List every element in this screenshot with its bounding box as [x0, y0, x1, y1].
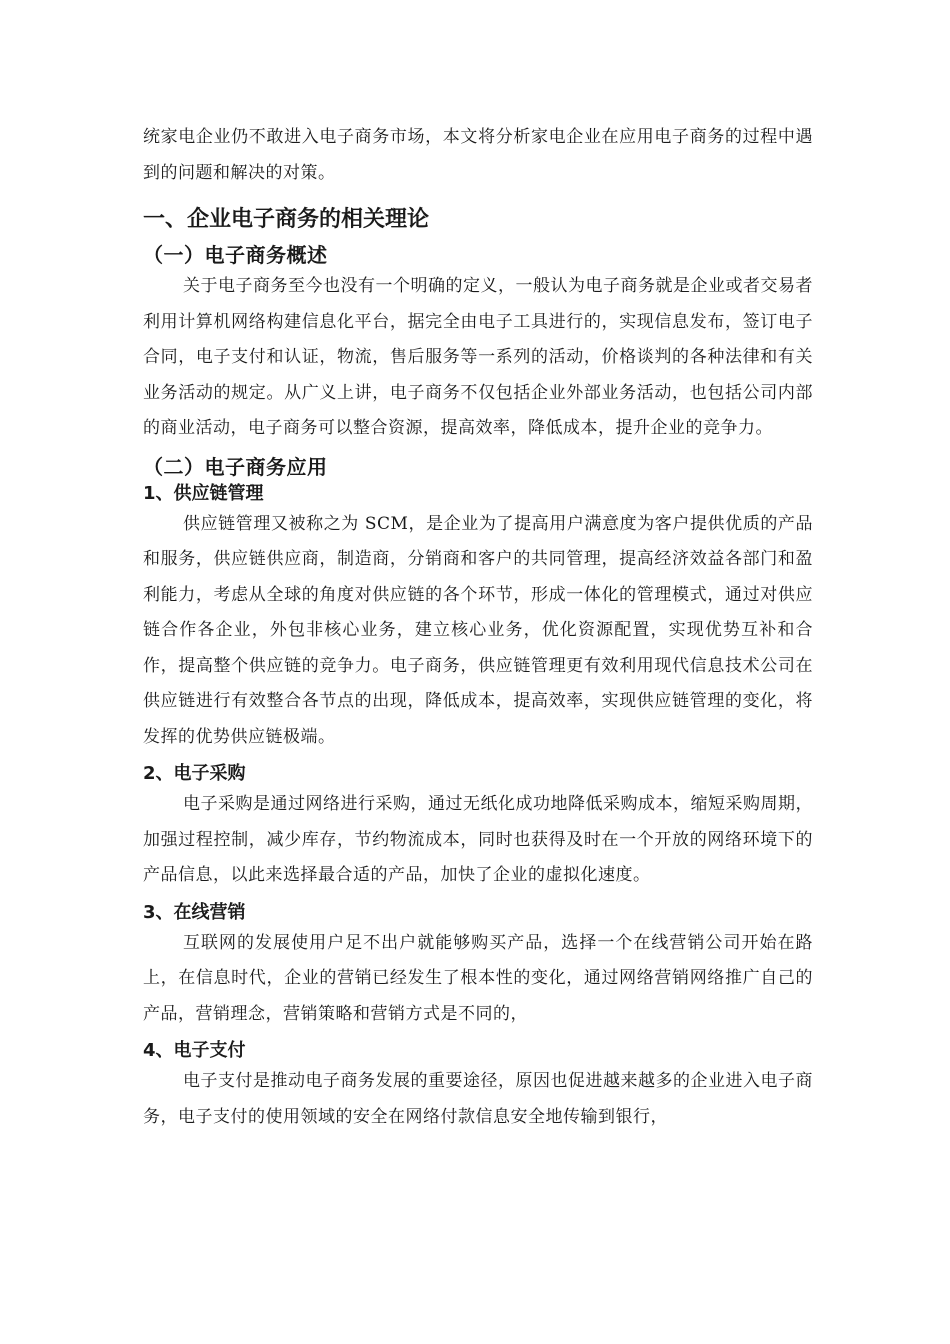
section-heading: 一、企业电子商务的相关理论 [143, 207, 430, 232]
intro-paragraph: 统家电企业仍不敢进入电子商务市场，本文将分析家电企业在应用电子商务的过程中遇到的问题和解决的对策。 [143, 127, 813, 183]
subsection-heading-applications: （二）电子商务应用 [143, 454, 328, 479]
document-page [143, 120, 813, 1135]
overview-paragraph: 关于电子商务至今也没有一个明确的定义，一般认为电子商务就是企业或者交易者利用计算机网络构建信息化平台，据完全由电子工具进行的，实现信息发布，签订电子合同，电子支付和认证，物流，售后服务等一系列的活动，价格谈判的各种法律和有关业务活动的规定。从广义上讲，电子商务不仅包括企业外部业务活动，也包括公司内部的商业活动，电子商务可以整合资源，提高效率，降低成本，提升企业的竞争力。 [143, 276, 813, 438]
scm-paragraph: 供应链管理又被称之为 SCM，是企业为了提高用户满意度为客户提供优质的产品和服务，供应链供应商，制造商，分销商和客户的共同管理，提高经济效益各部门和盈利能力，考虑从全球的角度对供应链的各个环节，形成一体化的管理模式，通过对供应链合作各企业，外包非核心业务，建立核心业务，优化资源配置，实现优势互补和合作，提高整个供应链的竞争力。电子商务，供应链管理更有效利用现代信息技术公司在供应链进行有效整合各节点的出现，降低成本，提高效率，实现供应链管理的变化，将发挥的优势供应链极端。 [143, 513, 813, 747]
payment-paragraph: 电子支付是推动电子商务发展的重要途径，原因也促进越来越多的企业进入电子商务，电子支付的使用领域的安全在网络付款信息安全地传输到银行， [143, 1071, 813, 1127]
item-heading-payment: 4、电子支付 [143, 1040, 246, 1061]
item-heading-marketing: 3、在线营销 [143, 901, 246, 923]
item-heading-scm: 1、供应链管理 [143, 482, 264, 504]
subsection-heading-overview: （一）电子商务概述 [143, 243, 328, 267]
item-heading-procurement: 2、电子采购 [143, 763, 246, 784]
procurement-paragraph: 电子采购是通过网络进行采购，通过无纸化成功地降低采购成本，缩短采购周期，加强过程控制，减少库存，节约物流成本，同时也获得及时在一个开放的网络环境下的产品信息，以此来选择最合适的产品，加快了企业的虚拟化速度。 [143, 794, 813, 885]
marketing-paragraph: 互联网的发展使用户足不出户就能够购买产品，选择一个在线营销公司开始在路上，在信息时代，企业的营销已经发生了根本性的变化，通过网络营销网络推广自己的产品，营销理念，营销策略和营销方式是不同的， [143, 932, 813, 1024]
